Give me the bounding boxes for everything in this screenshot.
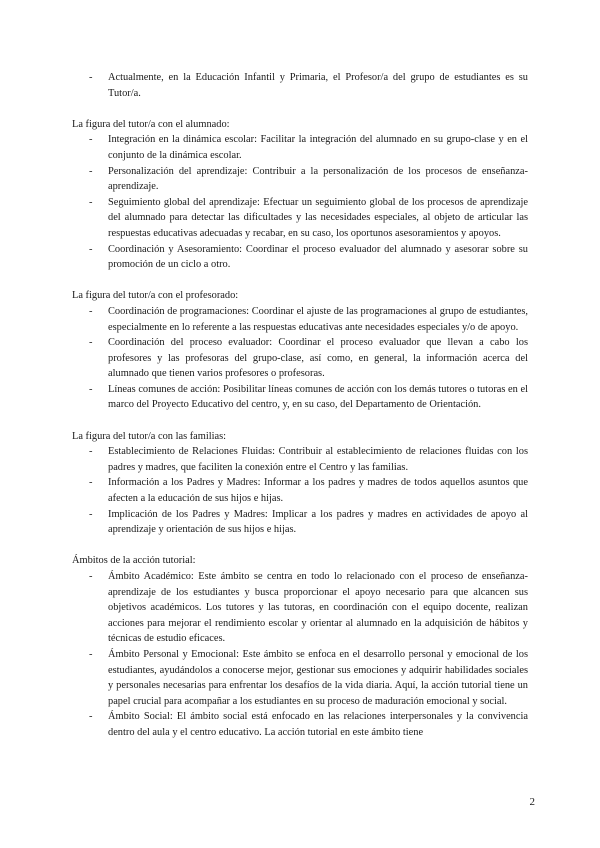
page-content xyxy=(72,70,528,756)
list-item: - Información a los Padres y Madres: Informar a los padres y madres de todos aquellos asuntos que afecten a la educación de sus hijos e hijas. xyxy=(72,475,528,506)
section-heading: La figura del tutor/a con las familias: xyxy=(72,430,227,442)
list-item: - Establecimiento de Relaciones Fluidas: Contribuir al establecimiento de relaciones fluidas con los padres y madres, que faciliten la conexión entre el Centro y las familias. xyxy=(72,444,528,475)
list-item: - Seguimiento global del aprendizaje: Efectuar un seguimiento global de los procesos de aprendizaje del alumnado para detectar las dificultades y las necesidades especiales, al objeto de articular las respuestas educativas adecuadas y recabar, en su caso, los oportunos asesoramientos y apoyos. xyxy=(72,195,528,242)
list-item: - Personalización del aprendizaje: Contribuir a la personalización de los procesos de enseñanza-aprendizaje. xyxy=(72,164,528,195)
page-number: 2 xyxy=(529,796,535,808)
profesorado-list xyxy=(72,304,528,413)
ambitos-section xyxy=(72,553,528,740)
list-item: - Líneas comunes de acción: Posibilitar líneas comunes de acción con los demás tutores o tutoras en el marco del Proyecto Educativo del centro, y, en su caso, del Departamento de Orientación. xyxy=(72,382,528,413)
list-item: - Actualmente, en la Educación Infantil y Primaria, el Profesor/a del grupo de estudiantes es su Tutor/a. xyxy=(72,70,528,101)
section-heading: Ámbitos de la acción tutorial: xyxy=(72,555,196,567)
section-heading: La figura del tutor/a con el alumnado: xyxy=(72,118,230,130)
ambitos-list xyxy=(72,569,528,741)
section-heading: La figura del tutor/a con el profesorado: xyxy=(72,290,239,302)
list-item: - Ámbito Personal y Emocional: Este ámbito se enfoca en el desarrollo personal y emocional de los estudiantes, ayudándolos a conocerse mejor, gestionar sus emociones y adquirir habilidades sociales y personales necesarias para enfrentar los desafíos de la vida diaria. Aquí, la acción tutorial tiene un papel crucial para acompañar a los estudiantes en su proceso de maduración emocional y social. xyxy=(72,647,528,709)
alumnado-section xyxy=(72,117,528,273)
alumnado-list xyxy=(72,132,528,272)
list-item: - Coordinación de programaciones: Coordinar el ajuste de las programaciones al grupo de estudiantes, especialmente en lo referente a las respuestas educativas ante necesidades especiales y/o de apoyo. xyxy=(72,304,528,335)
list-item: - Coordinación del proceso evaluador: Coordinar el proceso evaluador que llevan a cabo los profesores y las profesoras del grupo-clase, así como, en general, la información acerca del alumnado que tienen varios profesores o profesoras. xyxy=(72,335,528,382)
list-item: - Integración en la dinámica escolar: Facilitar la integración del alumnado en su grupo-clase y en el conjunto de la dinámica escolar. xyxy=(72,132,528,163)
list-item: - Implicación de los Padres y Madres: Implicar a los padres y madres en actividades de apoyo al aprendizaje y orientación de sus hijos e hijas. xyxy=(72,507,528,538)
profesorado-section xyxy=(72,288,528,413)
intro-list xyxy=(72,70,528,101)
familias-section xyxy=(72,429,528,538)
familias-list xyxy=(72,444,528,538)
list-item: - Ámbito Social: El ámbito social está enfocado en las relaciones interpersonales y la convivencia dentro del aula y el centro educativo. La acción tutorial en este ámbito tiene xyxy=(72,709,528,740)
list-item: - Coordinación y Asesoramiento: Coordinar el proceso evaluador del alumnado y asesorar sobre su promoción de un ciclo a otro. xyxy=(72,242,528,273)
intro-section xyxy=(72,70,528,101)
list-item: - Ámbito Académico: Este ámbito se centra en todo lo relacionado con el proceso de enseñanza-aprendizaje de los estudiantes y busca proporcionar el apoyo necesario para que alcancen sus objetivos académicos. Los tutores y las tutoras, en coordinación con el equipo docente, realizan acciones para mejorar el rendimiento escolar y orientar al alumnado en la adquisición de hábitos y técnicas de estudio eficaces. xyxy=(72,569,528,647)
